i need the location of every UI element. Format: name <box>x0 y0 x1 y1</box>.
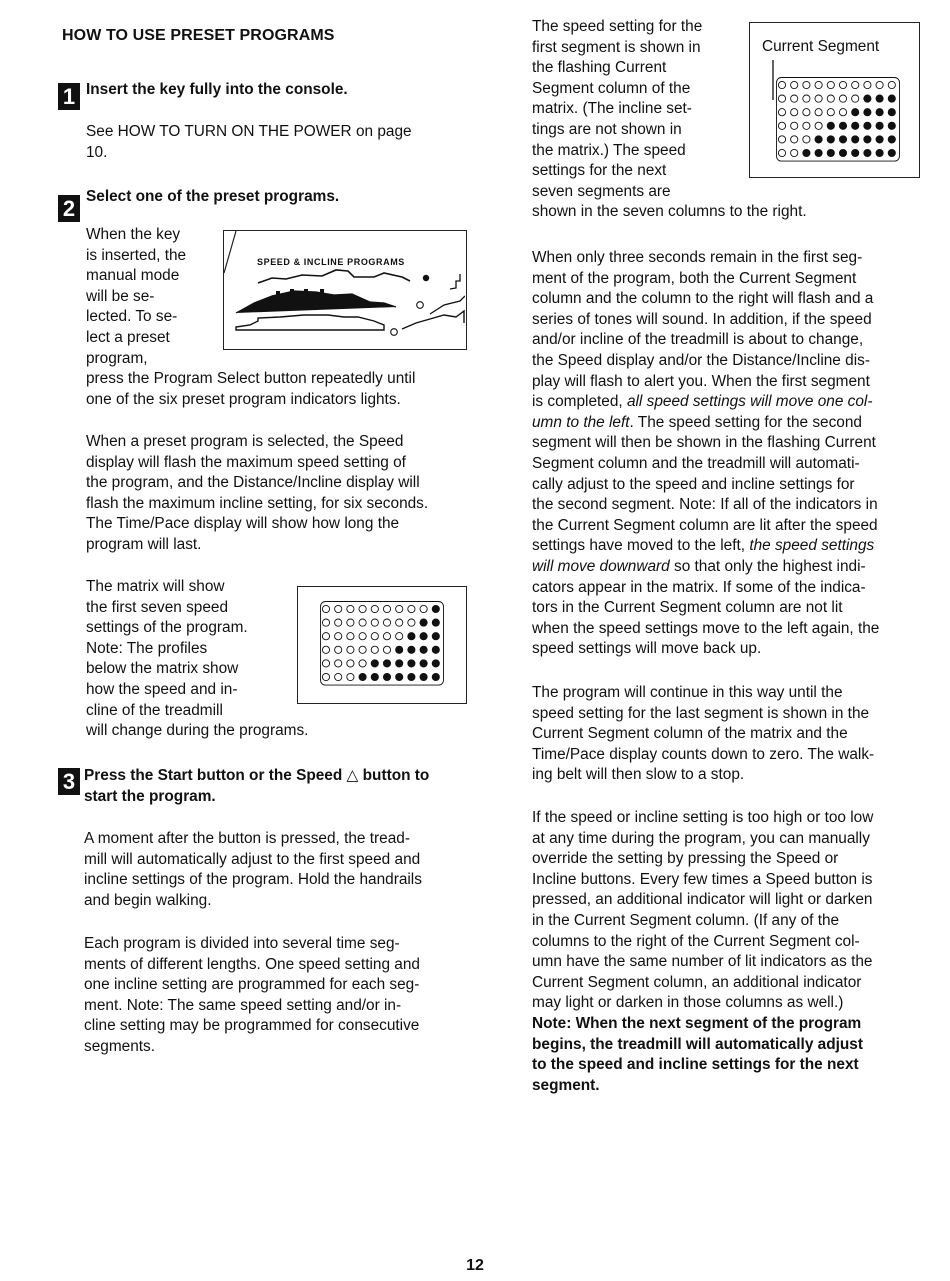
matrix-indicator-unlit <box>347 660 354 667</box>
matrix-indicator-unlit <box>408 619 415 626</box>
text-line: tings are not shown in <box>532 120 682 138</box>
matrix-indicator-unlit <box>778 109 785 116</box>
text-line: ing belt will then slow to a stop. <box>532 766 745 784</box>
text-line <box>532 557 879 578</box>
text-line: Segment column of the <box>532 79 691 97</box>
text-line: The matrix will show <box>86 578 225 595</box>
text-line <box>532 392 879 413</box>
matrix-indicator-unlit <box>383 605 390 612</box>
matrix-indicator-lit <box>852 136 859 143</box>
matrix-indicator-unlit <box>803 122 810 129</box>
text-run: tors in the Current Segment column are not lit <box>532 599 843 617</box>
bold-text-line: segment. <box>532 1076 600 1094</box>
text-line <box>532 598 879 619</box>
matrix-indicator-unlit <box>347 673 354 680</box>
text-line: The Time/Pace display will show how long the <box>86 515 400 533</box>
text-run: is completed, <box>532 393 627 411</box>
matrix-indicator-unlit <box>359 605 366 612</box>
text-run: the second segment. Note: If all of the indicators in <box>532 496 878 514</box>
matrix-indicator-lit <box>888 149 895 156</box>
text-line: flash the maximum incline setting, for six seconds. <box>86 494 429 512</box>
text-line: The program will continue in this way until the <box>532 684 843 701</box>
matrix-indicator-lit <box>396 660 403 667</box>
bold-text-line: to the speed and incline settings for the next <box>532 1056 859 1074</box>
bold-text-line: Note: When the next segment of the program <box>532 1014 862 1032</box>
speed-matrix-figure <box>297 586 467 704</box>
matrix-indicator-unlit <box>864 81 871 88</box>
matrix-border <box>777 78 900 162</box>
matrix-indicator-unlit <box>876 81 883 88</box>
matrix-indicator-unlit <box>791 81 798 88</box>
right-paragraph-3 <box>532 683 874 786</box>
matrix-indicator-lit <box>864 149 871 156</box>
text-line: override the setting by pressing the Speed or <box>532 850 839 868</box>
text-line: lected. To se- <box>86 308 178 326</box>
text-line: Current Segment column of the matrix and the <box>532 725 848 743</box>
italic-text-run: will move downward <box>532 557 670 575</box>
matrix-indicator-lit <box>432 605 439 612</box>
matrix-indicator-unlit <box>803 136 810 143</box>
matrix-indicator-lit <box>839 136 846 143</box>
matrix-indicator-unlit <box>778 95 785 102</box>
text-line: Each program is divided into several time seg- <box>84 935 400 952</box>
text-line: press the Program Select button repeatedly until <box>86 370 416 388</box>
matrix-indicator-unlit <box>852 95 859 102</box>
text-line: display will flash the maximum speed setting of <box>86 453 406 471</box>
text-line: ments of different lengths. One speed setting and <box>84 955 420 973</box>
matrix-indicator-unlit <box>322 605 329 612</box>
console-panel-illustration <box>223 230 467 350</box>
text-run: When only three seconds remain in the first seg- <box>532 249 863 266</box>
matrix-indicator-unlit <box>803 81 810 88</box>
matrix-indicator-unlit <box>396 605 403 612</box>
matrix-indicator-unlit <box>371 605 378 612</box>
text-run: the Current Segment column are lit after the speed <box>532 516 878 534</box>
text-line: speed setting for the last segment is shown in the <box>532 704 870 722</box>
text-line: the program, and the Distance/Incline display will <box>86 474 420 492</box>
matrix-indicator-lit <box>876 136 883 143</box>
text-line <box>532 495 879 516</box>
matrix-indicator-lit <box>408 660 415 667</box>
matrix-indicator-lit <box>420 646 427 653</box>
step-1-body <box>86 122 412 163</box>
matrix-indicator-lit <box>420 673 427 680</box>
italic-text-run: the speed settings <box>749 537 875 555</box>
current-segment-pointer-line <box>772 60 774 100</box>
text-line: will change during the programs. <box>86 722 309 740</box>
step-3-paragraph-1 <box>84 829 422 911</box>
console-panel-label: SPEED & INCLINE PROGRAMS <box>257 257 405 267</box>
matrix-indicator-lit <box>864 95 871 102</box>
matrix-indicator-unlit <box>791 95 798 102</box>
right-paragraph-2 <box>532 248 879 660</box>
matrix-indicator-unlit <box>383 646 390 653</box>
matrix-indicator-unlit <box>839 81 846 88</box>
matrix-indicator-unlit <box>347 619 354 626</box>
text-line: Press the Start button or the Speed △ button to <box>84 767 430 784</box>
text-line: umn have the same number of lit indicators as the <box>532 953 873 971</box>
matrix-indicator-unlit <box>322 660 329 667</box>
matrix-indicator-lit <box>852 122 859 129</box>
text-line: cline of the treadmill <box>86 701 223 719</box>
matrix-indicator-unlit <box>815 81 822 88</box>
matrix-indicator-unlit <box>815 109 822 116</box>
text-line: Note: The profiles <box>86 639 208 657</box>
italic-text-run: umn to the left <box>532 413 630 431</box>
text-line: program will last. <box>86 535 202 553</box>
matrix-indicator-unlit <box>335 619 342 626</box>
matrix-indicator-unlit <box>322 646 329 653</box>
matrix-indicator-lit <box>827 122 834 129</box>
text-line <box>532 330 879 351</box>
matrix-border <box>321 602 444 686</box>
right-paragraph-4 <box>532 808 873 1096</box>
text-line: program, <box>86 349 148 367</box>
text-line: columns to the right of the Current Segment col- <box>532 932 860 950</box>
text-line: incline settings of the program. Hold the handrails <box>84 871 422 889</box>
text-line: the matrix.) The speed <box>532 141 686 159</box>
text-line <box>532 433 879 454</box>
text-line: The speed setting for the <box>532 18 703 35</box>
text-line: the first seven speed <box>86 598 229 616</box>
text-line <box>532 310 879 331</box>
text-line: Time/Pace display counts down to zero. The walk- <box>532 745 875 763</box>
matrix-indicator-lit <box>408 646 415 653</box>
indicator-light-unlit <box>391 329 398 336</box>
matrix-indicator-lit <box>383 660 390 667</box>
text-line: A moment after the button is pressed, the tread- <box>84 830 410 847</box>
matrix-indicator-unlit <box>347 646 354 653</box>
matrix-indicator-unlit <box>335 605 342 612</box>
current-segment-figure <box>749 22 920 178</box>
matrix-indicator-lit <box>876 122 883 129</box>
matrix-indicator-unlit <box>803 95 810 102</box>
matrix-indicator-lit <box>803 149 810 156</box>
text-line: first segment is shown in <box>532 38 701 56</box>
matrix-indicator-unlit <box>827 81 834 88</box>
matrix-indicator-lit <box>432 646 439 653</box>
step-1-number-badge: 1 <box>58 83 80 110</box>
text-line: segments. <box>84 1037 156 1055</box>
matrix-indicator-unlit <box>852 81 859 88</box>
text-line <box>532 269 879 290</box>
matrix-indicator-unlit <box>322 673 329 680</box>
text-line: one of the six preset program indicators lights. <box>86 390 401 408</box>
text-run: column and the column to the right will flash and a <box>532 290 874 308</box>
matrix-indicator-lit <box>888 136 895 143</box>
text-line: may light or darken in those columns as well.) <box>532 994 844 1012</box>
matrix-indicator-lit <box>815 136 822 143</box>
matrix-indicator-unlit <box>347 605 354 612</box>
matrix-indicator-lit <box>888 95 895 102</box>
text-line: pressed, an additional indicator will light or darken <box>532 891 873 909</box>
matrix-indicator-unlit <box>888 81 895 88</box>
matrix-indicator-unlit <box>371 633 378 640</box>
matrix-indicator-unlit <box>778 149 785 156</box>
text-run: play will flash to alert you. When the first segment <box>532 372 870 390</box>
matrix-indicator-lit <box>408 633 415 640</box>
text-line <box>532 454 879 475</box>
bold-text-line: begins, the treadmill will automatically adjust <box>532 1035 863 1053</box>
text-line: seven segments are <box>532 182 671 200</box>
matrix-indicator-lit <box>383 673 390 680</box>
text-line <box>532 475 879 496</box>
text-line: When a preset program is selected, the Speed <box>86 433 404 450</box>
matrix-indicator-unlit <box>778 122 785 129</box>
text-line: start the program. <box>84 787 216 805</box>
matrix-indicator-lit <box>408 673 415 680</box>
text-line: will be se- <box>86 287 155 305</box>
text-line: is inserted, the <box>86 246 187 264</box>
matrix-indicator-unlit <box>791 122 798 129</box>
text-line: shown in the seven columns to the right. <box>532 203 807 221</box>
matrix-indicator-lit <box>888 122 895 129</box>
text-line <box>532 639 879 660</box>
text-run: so that only the highest indi- <box>669 557 866 575</box>
matrix-indicator-lit <box>396 673 403 680</box>
matrix-indicator-unlit <box>371 619 378 626</box>
matrix-indicator-lit <box>876 149 883 156</box>
matrix-indicator-unlit <box>335 660 342 667</box>
text-line <box>532 351 879 372</box>
text-line: Incline buttons. Every few times a Speed button is <box>532 870 873 888</box>
matrix-indicator-lit <box>420 619 427 626</box>
text-line: When the key <box>86 226 181 243</box>
matrix-indicator-unlit <box>803 109 810 116</box>
text-line: If the speed or incline setting is too high or too low <box>532 809 874 826</box>
text-run: ment of the program, both the Current Segment <box>532 269 857 287</box>
text-run: cally adjust to the speed and incline settings for <box>532 475 855 493</box>
matrix-indicator-lit <box>876 95 883 102</box>
matrix-indicator-unlit <box>335 633 342 640</box>
text-line: how the speed and in- <box>86 680 238 698</box>
text-line <box>532 619 879 640</box>
matrix-indicator-lit <box>839 149 846 156</box>
matrix-indicator-lit <box>432 660 439 667</box>
step-2-title: Select one of the preset programs. <box>86 188 340 205</box>
current-segment-label: Current Segment <box>762 38 880 55</box>
text-run: cators appear in the matrix. If some of the indica- <box>532 578 866 596</box>
page-heading: HOW TO USE PRESET PROGRAMS <box>62 27 335 44</box>
text-line: one incline setting are programmed for each seg- <box>84 976 420 994</box>
text-line: 10. <box>86 143 108 161</box>
page-number: 12 <box>466 1257 484 1274</box>
matrix-indicator-unlit <box>839 95 846 102</box>
step-2-number-badge: 2 <box>58 195 80 222</box>
speed-matrix <box>320 601 444 687</box>
matrix-indicator-unlit <box>396 619 403 626</box>
matrix-indicator-lit <box>864 109 871 116</box>
matrix-indicator-lit <box>420 660 427 667</box>
matrix-indicator-unlit <box>791 136 798 143</box>
matrix-indicator-unlit <box>778 81 785 88</box>
text-line: and begin walking. <box>84 891 212 909</box>
matrix-indicator-lit <box>864 122 871 129</box>
matrix-indicator-unlit <box>359 619 366 626</box>
matrix-indicator-lit <box>827 149 834 156</box>
text-run: speed settings will move back up. <box>532 640 762 658</box>
text-line: matrix. (The incline set- <box>532 100 692 118</box>
matrix-indicator-unlit <box>396 633 403 640</box>
matrix-indicator-unlit <box>815 122 822 129</box>
matrix-indicator-unlit <box>815 95 822 102</box>
matrix-indicator-lit <box>864 136 871 143</box>
text-line: settings of the program. <box>86 619 248 637</box>
text-line <box>532 248 879 269</box>
matrix-indicator-unlit <box>359 633 366 640</box>
program-profiles-graphic <box>224 231 465 348</box>
step-3-number-badge: 3 <box>58 768 80 795</box>
text-line: ment. Note: The same speed setting and/or in- <box>84 996 402 1014</box>
matrix-indicator-unlit <box>335 646 342 653</box>
text-line <box>532 536 879 557</box>
matrix-indicator-lit <box>420 633 427 640</box>
matrix-indicator-unlit <box>827 109 834 116</box>
matrix-indicator-lit <box>876 109 883 116</box>
step-2-paragraph-2 <box>86 432 428 556</box>
matrix-indicator-lit <box>888 109 895 116</box>
matrix-indicator-unlit <box>791 109 798 116</box>
matrix-indicator-lit <box>396 646 403 653</box>
matrix-indicator-unlit <box>778 136 785 143</box>
text-line: lect a preset <box>86 328 170 346</box>
text-line: cline setting may be programmed for consecutive <box>84 1017 420 1035</box>
step-2-matrix-text <box>86 577 308 742</box>
matrix-indicator-unlit <box>322 619 329 626</box>
matrix-indicator-unlit <box>383 619 390 626</box>
matrix-indicator-lit <box>359 673 366 680</box>
text-line <box>532 516 879 537</box>
matrix-indicator-lit <box>432 633 439 640</box>
step-3-paragraph-2 <box>84 934 420 1058</box>
text-line <box>532 289 879 310</box>
matrix-indicator-unlit <box>827 95 834 102</box>
text-run: settings have moved to the left, <box>532 537 750 555</box>
matrix-indicator-unlit <box>335 673 342 680</box>
matrix-indicator-lit <box>852 109 859 116</box>
matrix-indicator-lit <box>827 136 834 143</box>
matrix-indicator-unlit <box>839 109 846 116</box>
step-1-title: Insert the key fully into the console. <box>86 81 348 98</box>
matrix-indicator-lit <box>432 619 439 626</box>
current-segment-matrix <box>776 77 900 163</box>
matrix-indicator-lit <box>432 673 439 680</box>
text-line <box>532 372 879 393</box>
step-3-title <box>84 766 429 807</box>
text-run: Segment column and the treadmill will automati- <box>532 454 860 472</box>
text-run: series of tones will sound. In addition, if the speed <box>532 310 872 328</box>
text-line: the flashing Current <box>532 59 667 77</box>
text-run: the Speed display and/or the Distance/Incline dis- <box>532 351 870 369</box>
matrix-indicator-unlit <box>322 633 329 640</box>
text-line: at any time during the program, you can manually <box>532 829 870 847</box>
matrix-indicator-lit <box>839 122 846 129</box>
matrix-indicator-unlit <box>347 633 354 640</box>
text-line <box>532 413 879 434</box>
text-run: . The speed setting for the second <box>629 413 862 431</box>
matrix-indicator-unlit <box>791 149 798 156</box>
text-line <box>532 578 879 599</box>
matrix-indicator-lit <box>852 149 859 156</box>
text-run: when the speed settings move to the left again, the <box>532 619 880 637</box>
matrix-indicator-unlit <box>359 646 366 653</box>
matrix-indicator-lit <box>815 149 822 156</box>
text-line: in the Current Segment column. (If any of the <box>532 911 840 929</box>
matrix-indicator-unlit <box>359 660 366 667</box>
text-line: mill will automatically adjust to the first speed and <box>84 850 421 868</box>
matrix-indicator-lit <box>371 673 378 680</box>
text-run: segment will then be shown in the flashing Current <box>532 434 876 452</box>
text-run: and/or incline of the treadmill is about to change, <box>532 331 864 349</box>
matrix-indicator-unlit <box>408 605 415 612</box>
matrix-indicator-unlit <box>383 633 390 640</box>
text-line: below the matrix show <box>86 660 239 678</box>
matrix-indicator-unlit <box>420 605 427 612</box>
text-line: See HOW TO TURN ON THE POWER on page <box>86 123 412 140</box>
italic-text-run: all speed settings will move one col- <box>626 393 873 411</box>
matrix-indicator-unlit <box>371 646 378 653</box>
text-line: manual mode <box>86 267 180 285</box>
text-line: settings for the next <box>532 162 667 180</box>
matrix-indicator-lit <box>371 660 378 667</box>
indicator-light-lit <box>423 275 429 281</box>
indicator-light-unlit <box>417 302 424 309</box>
text-line: Current Segment column, an additional indicator <box>532 973 862 991</box>
